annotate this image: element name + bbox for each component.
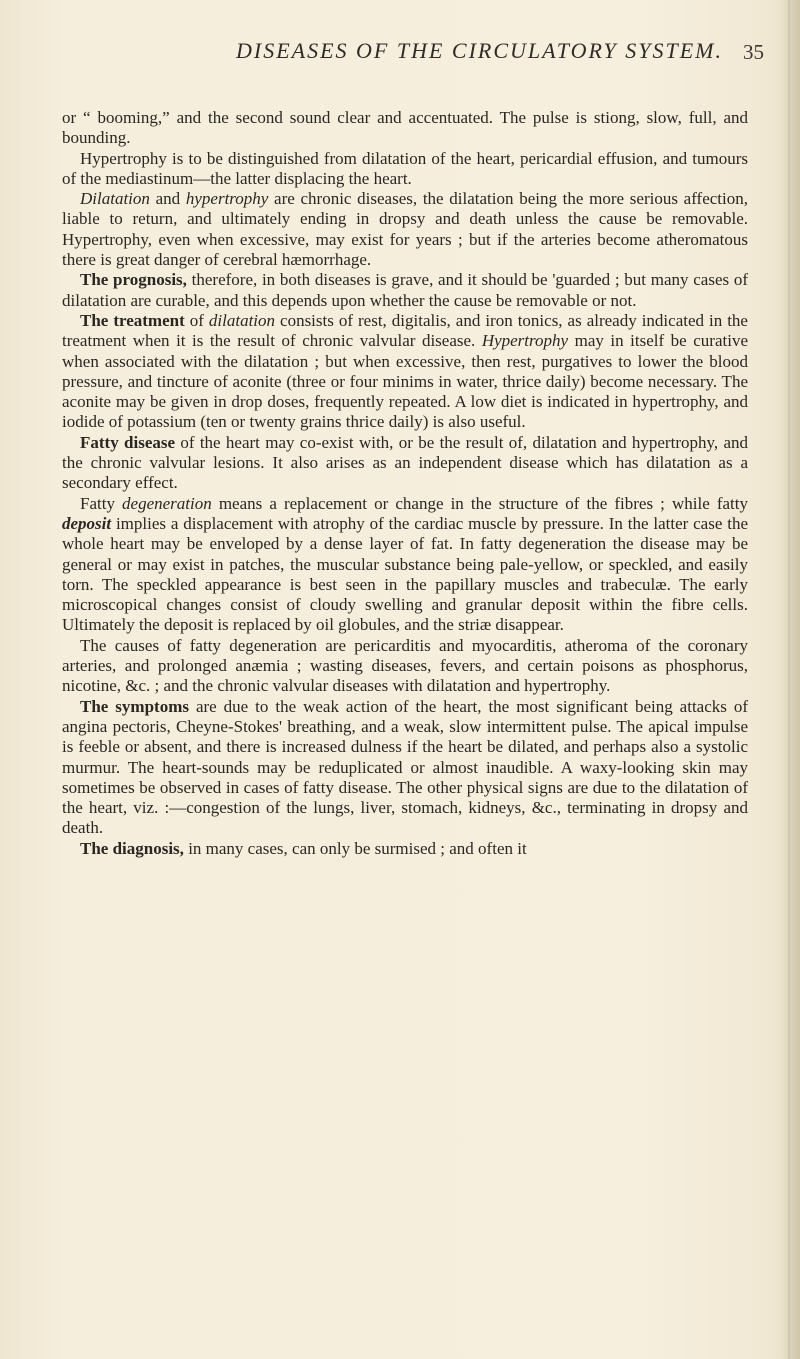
paragraph-fatty-disease: Fatty disease of the heart may co-exist with, or be the result of, dilatation and hypertrophy, and the chronic valvular lesions. It also arises as an independent disease which has dilatation as a secondary effect. [62, 432, 748, 493]
page-edge [782, 0, 800, 1359]
term-hypertrophy: hypertrophy [185, 189, 269, 209]
paragraph-dilatation-hypertrophy: Dilatation and hypertrophy are chronic diseases, the dilatation being the more serious affection, liable to return, and ultimately ending in dropsy and death unless the cause be removable. Hypertrophy, even when excessive, may exist for years ; but if the arteries become atheromatous there is great danger of cerebral hæmorrhage. [62, 189, 748, 270]
paragraph-fatty-degeneration: Fatty degeneration means a replacement or change in the structure of the fibres ; while fatty deposit implies a displacement with atrophy of the cardiac muscle by pressure. In the latter case the whole heart may be enveloped by a dense layer of fat. In fatty degeneration the disease may be general or may exist in patches, the muscular substance being pale-yellow, or speckled, and easily torn. The speckled appearance is best seen in the papillary muscles and trabeculæ. The early microscopical changes consist of cloudy swelling and granular deposit within the fibre cells. Ultimately the deposit is replaced by oil globules, and the striæ disappear. [62, 493, 748, 635]
heading-symptoms: The symptoms [80, 696, 189, 716]
paragraph-prognosis: The prognosis, therefore, in both diseases is grave, and it should be 'guarded ; but many cases of dilatation are curable, and this depends upon whether the cause be removable or not. [62, 270, 748, 310]
paragraph-differential: Hypertrophy is to be distinguished from dilatation of the heart, pericardial effusion, and tumours of the mediastinum—the latter displacing the heart. [62, 148, 748, 188]
running-head [0, 28, 800, 68]
heading-treatment: The treatment [80, 310, 185, 330]
heading-fatty-disease: Fatty disease [80, 432, 176, 452]
term-dilatation: Dilatation [80, 189, 150, 209]
paragraph-treatment: The treatment of dilatation consists of rest, digitalis, and iron tonics, as already indicated in the treatment when it is the result of chronic valvular disease. Hypertrophy may in itself be curative when associated with the dilatation ; but when excessive, then rest, purgatives to lower the blood pressure, and tincture of aconite (three or four minims in water, thrice daily) become necessary. The aconite may be given in drop doses, frequently repeated. A low diet is indicated in hypertrophy, and iodide of potassium (ten or twenty grains thrice daily) is also useful. [62, 310, 748, 432]
page-edge-shadow [788, 0, 790, 1359]
paragraph-continued: or “ booming,” and the second sound clear and accentuated. The pulse is stiong, slow, full, and bounding. [62, 108, 748, 148]
paragraph-symptoms: The symptoms are due to the weak action of the heart, the most significant being attacks of angina pectoris, Cheyne-Stokes' breathing, and a weak, slow intermittent pulse. The apical impulse is feeble or absent, and there is increased dulness if the heart be dilated, and perhaps also a systolic murmur. The heart-sounds may be reduplicated or almost inaudible. A waxy-looking skin may sometimes be observed in cases of fatty disease. The other physical signs are due to the dilatation of the heart, viz. :—congestion of the lungs, liver, stomach, kidneys, &c., terminating in dropsy and death. [62, 696, 748, 838]
heading-diagnosis: The diagnosis, [80, 838, 184, 858]
heading-prognosis: The prognosis, [80, 270, 187, 290]
page-number: 35 [743, 40, 764, 64]
running-head-title: DISEASES OF THE CIRCULATORY SYSTEM. [236, 38, 724, 63]
paragraph-diagnosis: The diagnosis, in many cases, can only be surmised ; and often it [80, 838, 527, 858]
body-text [62, 108, 748, 859]
paragraph-causes: The causes of fatty degeneration are pericarditis and myocarditis, atheroma of the coronary arteries, and prolonged anæmia ; wasting diseases, fevers, and certain poisons as phosphorus, nicotine, &c. ; and the chronic valvular diseases with dilatation and hypertrophy. [62, 635, 748, 696]
